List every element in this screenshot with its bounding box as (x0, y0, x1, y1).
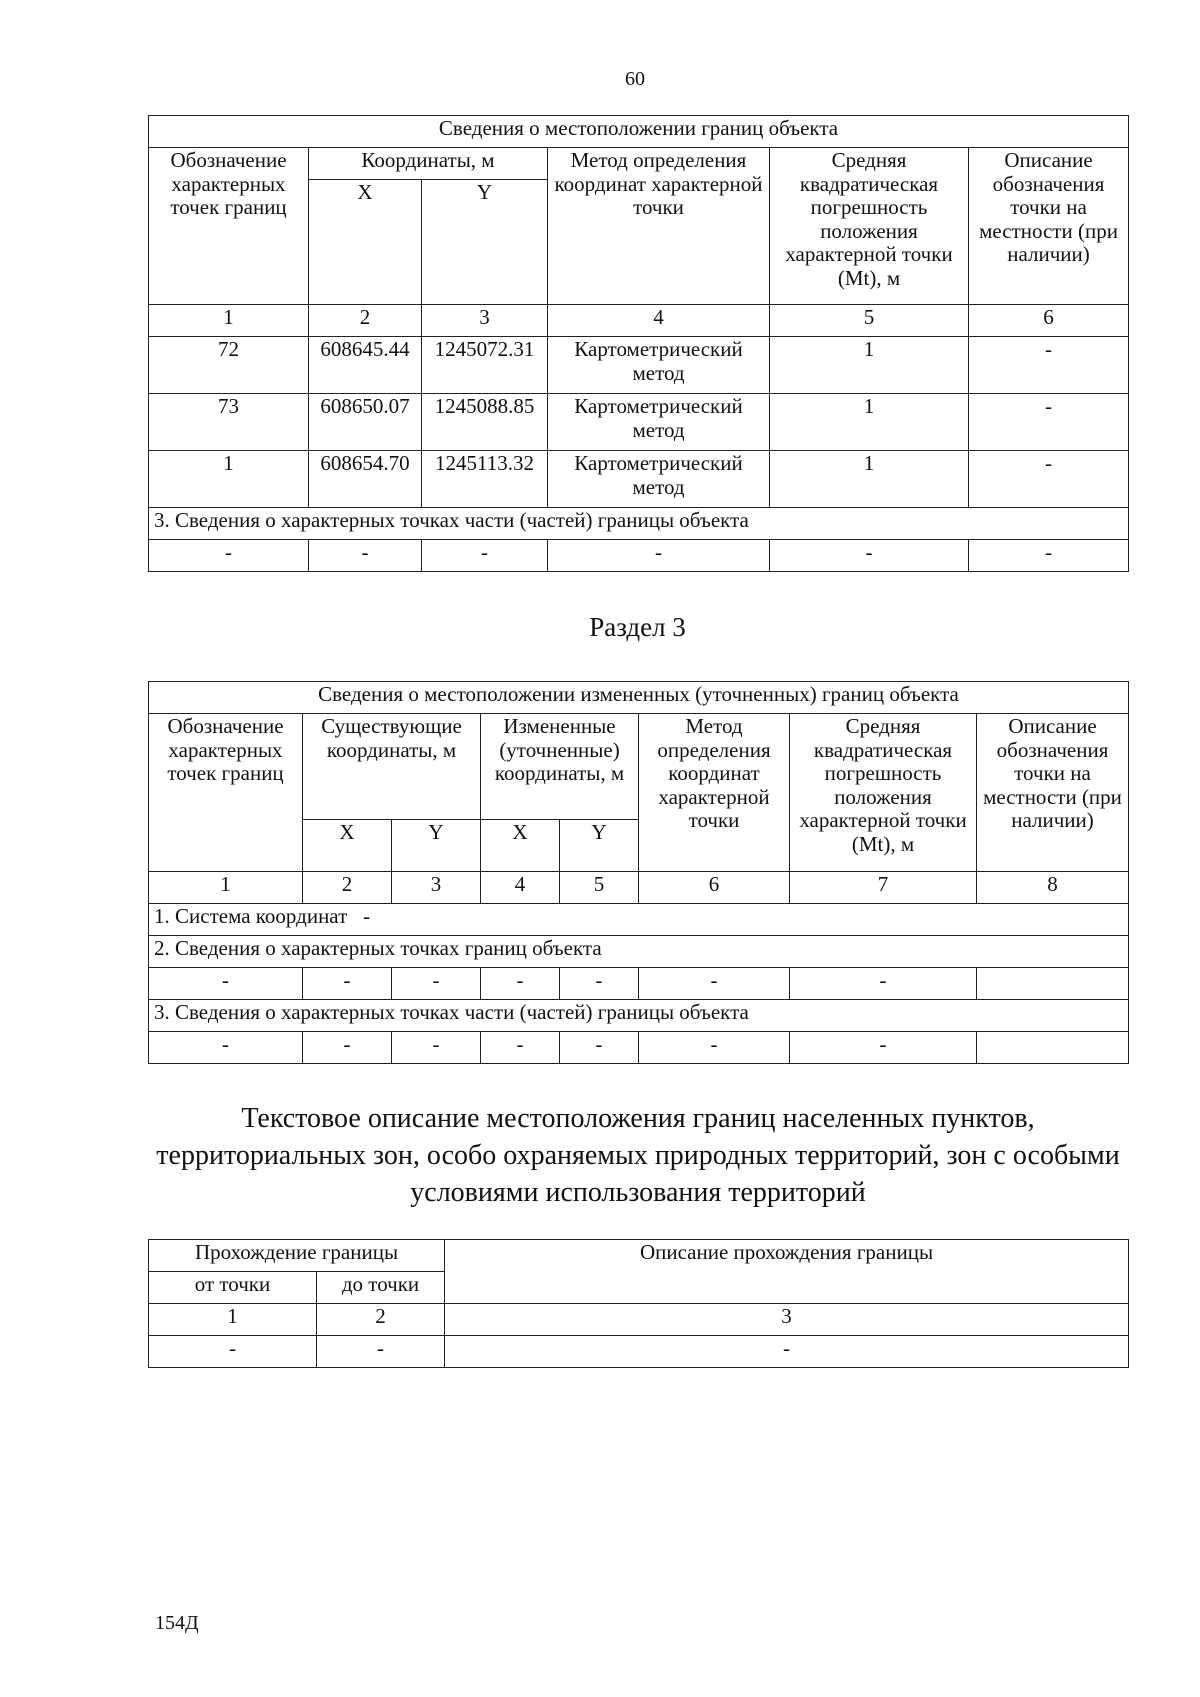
coord-system: 1. Система координат - (149, 904, 1129, 936)
empty-cell: - (149, 540, 309, 572)
desc-cell: - (969, 451, 1129, 508)
column-number: 6 (639, 872, 790, 904)
point-cell: 72 (149, 337, 309, 394)
table-caption: Сведения о местоположении границ объекта (149, 116, 1129, 148)
column-number: 1 (149, 305, 309, 337)
column-number-row (149, 1304, 1129, 1336)
header-y: Y (560, 820, 639, 872)
empty-cell (977, 968, 1129, 1000)
header-error: Средняя квадратическая погрешность положения характерной точки (Mt), м (770, 148, 969, 305)
page-number: 60 (625, 68, 645, 90)
empty-cell: - (392, 968, 481, 1000)
table-row (149, 1336, 1129, 1368)
empty-cell: - (392, 1032, 481, 1064)
header-y: Y (392, 820, 481, 872)
method-cell: Картометрический метод (548, 337, 770, 394)
column-number: 4 (481, 872, 560, 904)
header-existing-coords: Существующие координаты, м (303, 714, 481, 820)
table-row (149, 451, 1129, 508)
method-cell: Картометрический метод (548, 451, 770, 508)
table-row (149, 540, 1129, 572)
empty-cell: - (481, 968, 560, 1000)
y-cell: 1245072.31 (422, 337, 548, 394)
empty-cell: - (639, 968, 790, 1000)
header-coordinates: Координаты, м (309, 148, 548, 180)
y-cell: 1245113.32 (422, 451, 548, 508)
header-x: X (481, 820, 560, 872)
empty-cell: - (639, 1032, 790, 1064)
column-number: 3 (445, 1304, 1129, 1336)
empty-cell: - (790, 1032, 977, 1064)
header-description: Описание обозначения точки на местности (при наличии) (977, 714, 1129, 872)
empty-cell: - (481, 1032, 560, 1064)
column-number-row (149, 872, 1129, 904)
empty-cell: - (770, 540, 969, 572)
error-cell: 1 (770, 451, 969, 508)
table-caption: Сведения о местоположении измененных (уточненных) границ объекта (149, 682, 1129, 714)
column-number: 1 (149, 1304, 317, 1336)
points-heading: 2. Сведения о характерных точках границ объекта (149, 936, 1129, 968)
parts-heading: 3. Сведения о характерных точках части (частей) границы объекта (149, 1000, 1129, 1032)
column-number: 3 (422, 305, 548, 337)
text-description-title: Текстовое описание местоположения границ населенных пунктов, территориальных зон, особо охраняемых природных территорий, зон с особыми условиями использования территорий (156, 1103, 1120, 1208)
column-number: 6 (969, 305, 1129, 337)
boundary-location-table (148, 115, 1129, 572)
header-method: Метод определения координат характерной точки (639, 714, 790, 872)
error-cell: 1 (770, 394, 969, 451)
empty-cell: - (969, 540, 1129, 572)
method-cell: Картометрический метод (548, 394, 770, 451)
header-description: Описание обозначения точки на местности (при наличии) (969, 148, 1129, 305)
header-y: Y (422, 180, 548, 305)
x-cell: 608654.70 (309, 451, 422, 508)
empty-cell: - (309, 540, 422, 572)
empty-cell: - (149, 1032, 303, 1064)
header-point-designation: Обозначение характерных точек границ (149, 148, 309, 305)
empty-cell: - (560, 968, 639, 1000)
boundary-passage-table (148, 1239, 1129, 1368)
header-to-point: до точки (317, 1272, 445, 1304)
header-changed-coords: Измененные (уточненные) координаты, м (481, 714, 639, 820)
empty-cell: - (303, 968, 392, 1000)
column-number: 2 (303, 872, 392, 904)
empty-cell: - (149, 968, 303, 1000)
table-row (149, 1032, 1129, 1064)
header-passage-description: Описание прохождения границы (445, 1240, 1129, 1304)
empty-cell: - (548, 540, 770, 572)
header-point-designation: Обозначение характерных точек границ (149, 714, 303, 872)
empty-cell (977, 1032, 1129, 1064)
table-row (149, 394, 1129, 451)
desc-cell: - (969, 394, 1129, 451)
header-from-point: от точки (149, 1272, 317, 1304)
desc-cell: - (969, 337, 1129, 394)
column-number: 8 (977, 872, 1129, 904)
empty-cell: - (317, 1336, 445, 1368)
header-passage: Прохождение границы (149, 1240, 445, 1272)
header-method: Метод определения координат характерной точки (548, 148, 770, 305)
column-number: 2 (309, 305, 422, 337)
header-x: X (309, 180, 422, 305)
column-number: 4 (548, 305, 770, 337)
column-number-row (149, 305, 1129, 337)
empty-cell: - (422, 540, 548, 572)
x-cell: 608645.44 (309, 337, 422, 394)
empty-cell: - (445, 1336, 1129, 1368)
column-number: 5 (560, 872, 639, 904)
empty-cell: - (560, 1032, 639, 1064)
parts-heading: 3. Сведения о характерных точках части (частей) границы объекта (149, 508, 1129, 540)
y-cell: 1245088.85 (422, 394, 548, 451)
changed-boundaries-table (148, 681, 1129, 1064)
header-x: X (303, 820, 392, 872)
column-number: 3 (392, 872, 481, 904)
column-number: 5 (770, 305, 969, 337)
empty-cell: - (303, 1032, 392, 1064)
point-cell: 1 (149, 451, 309, 508)
table-row (149, 337, 1129, 394)
column-number: 1 (149, 872, 303, 904)
footer-code: 154Д (155, 1612, 199, 1634)
x-cell: 608650.07 (309, 394, 422, 451)
header-error: Средняя квадратическая погрешность положения характерной точки (Mt), м (790, 714, 977, 872)
point-cell: 73 (149, 394, 309, 451)
error-cell: 1 (770, 337, 969, 394)
column-number: 2 (317, 1304, 445, 1336)
empty-cell: - (149, 1336, 317, 1368)
empty-cell: - (790, 968, 977, 1000)
table-row (149, 968, 1129, 1000)
column-number: 7 (790, 872, 977, 904)
section-title: Раздел 3 (589, 612, 686, 642)
